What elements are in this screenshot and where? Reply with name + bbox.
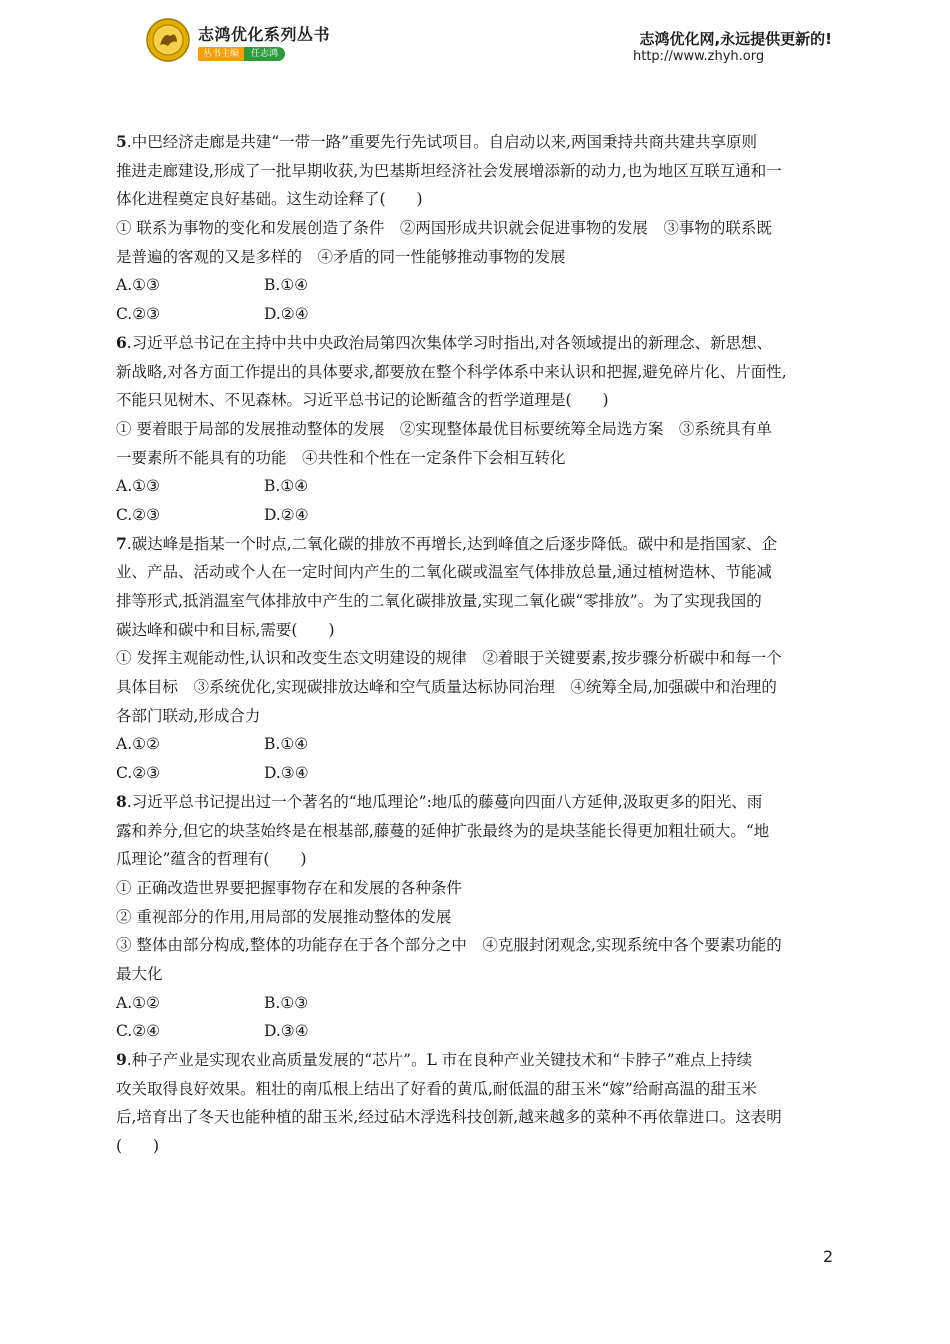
question-stem-text: .习近平总书记在主持中共中央政治局第四次集体学习时指出,对各领域提出的新理念、新思想、 bbox=[126, 333, 773, 352]
statement-line: 各部门联动,形成合力 bbox=[116, 706, 261, 725]
answer-option[interactable]: B.①③ bbox=[264, 993, 309, 1012]
question-stem-line bbox=[116, 358, 836, 387]
answer-option[interactable]: B.①④ bbox=[264, 276, 309, 295]
question-stem-line bbox=[116, 128, 836, 157]
site-url-link[interactable]: http://www.zhyh.org bbox=[633, 49, 765, 64]
series-title: 志鸿优化系列丛书 bbox=[198, 25, 331, 44]
question-stem-line bbox=[116, 386, 836, 415]
answer-option[interactable]: D.③④ bbox=[264, 764, 309, 783]
statement-line: 最大化 bbox=[116, 964, 163, 983]
statement-line: 是普遍的客观的又是多样的 ④矛盾的同一性能够推动事物的发展 bbox=[116, 247, 566, 266]
question-stem-text: 业、产品、活动或个人在一定时间内产生的二氧化碳或温室气体排放总量,通过植树造林、节能减 bbox=[116, 563, 772, 582]
question-stem-line bbox=[116, 1075, 836, 1104]
answer-option[interactable]: A.①② bbox=[116, 735, 160, 754]
statement-line: ① 正确改造世界要把握事物存在和发展的各种条件 bbox=[116, 878, 462, 897]
site-slogan: 志鸿优化网,永远提供更新的! bbox=[639, 30, 832, 48]
statement-line: ① 发挥主观能动性,认识和改变生态文明建设的规律 ②着眼于关键要素,按步骤分析碳中和每一个 bbox=[116, 649, 782, 668]
question-6 bbox=[116, 329, 836, 530]
question-stem-line bbox=[116, 157, 836, 186]
question-stem-text: ( ) bbox=[116, 1137, 160, 1156]
option-row bbox=[116, 989, 836, 1018]
question-stem-text: 新战略,对各方面工作提出的具体要求,都要放在整个科学体系中来认识和把握,避免碎片化、片面性, bbox=[116, 362, 787, 381]
statement-line: ③ 整体由部分构成,整体的功能存在于各个部分之中 ④克服封闭观念,实现系统中各个要素功能的 bbox=[116, 936, 782, 955]
question-number: 8 bbox=[116, 791, 127, 811]
question-7 bbox=[116, 530, 836, 788]
question-stem-line bbox=[116, 530, 836, 559]
question-stem-text: 排等形式,抵消温室气体排放中产生的二氧化碳排放量,实现二氧化碳“零排放”。为了实现我国的 bbox=[116, 592, 762, 610]
answer-option[interactable]: D.②④ bbox=[264, 505, 309, 524]
series-logo-icon bbox=[146, 18, 190, 62]
page-number: 2 bbox=[823, 1247, 834, 1266]
answer-option[interactable]: B.①④ bbox=[264, 735, 309, 754]
question-stem-text: 推进走廊建设,形成了一批早期收获,为巴基斯坦经济社会发展增添新的动力,也为地区互联互通和一 bbox=[116, 161, 782, 180]
question-stem-line bbox=[116, 1132, 836, 1161]
option-row bbox=[116, 271, 836, 300]
question-stem-text: 不能只见树木、不见森林。习近平总书记的论断蕴含的哲学道理是( ) bbox=[116, 391, 609, 410]
question-stem-line bbox=[116, 1046, 836, 1075]
answer-option[interactable]: C.②③ bbox=[116, 764, 161, 783]
answer-option[interactable]: B.①④ bbox=[264, 477, 309, 496]
option-row bbox=[116, 501, 836, 530]
question-number: 5 bbox=[116, 132, 127, 151]
question-stem-line bbox=[116, 1103, 836, 1132]
question-8 bbox=[116, 788, 836, 1046]
question-stem-text: .中巴经济走廊是共建“一带一路”重要先行先试项目。自启动以来,两国秉持共商共建共享原则 bbox=[126, 133, 758, 151]
option-row bbox=[116, 300, 836, 329]
question-number: 9 bbox=[116, 1050, 127, 1069]
question-stem-text: 碳达峰和碳中和目标,需要( ) bbox=[116, 620, 335, 639]
series-editor bbox=[198, 47, 285, 61]
question-stem-text: 露和养分,但它的块茎始终是在根基部,藤蔓的延伸扩张最终为的是块茎能长得更加粗壮硕大。“地 bbox=[116, 821, 770, 840]
question-stem-line bbox=[116, 817, 836, 846]
answer-option[interactable]: A.①③ bbox=[116, 276, 160, 295]
question-stem-text: .种子产业是实现农业高质量发展的“芯片”。L 市在良种产业关键技术和“卡脖子”难点上持续 bbox=[126, 1051, 753, 1069]
answer-option[interactable]: A.①③ bbox=[116, 477, 160, 496]
question-stem-line bbox=[116, 185, 836, 214]
statement-line: 一要素所不能具有的功能 ④共性和个性在一定条件下会相互转化 bbox=[116, 448, 566, 467]
question-stem-line bbox=[116, 845, 836, 874]
question-stem-text: .习近平总书记提出过一个著名的“地瓜理论”:地瓜的藤蔓向四面八方延伸,汲取更多的阳光、雨 bbox=[126, 792, 763, 811]
answer-option[interactable]: D.③④ bbox=[264, 1022, 309, 1041]
statement-line: ① 要着眼于局部的发展推动整体的发展 ②实现整体最优目标要统筹全局选方案 ③系统具有单 bbox=[116, 419, 772, 438]
page-header bbox=[0, 0, 950, 80]
editor-label: 丛书主编 bbox=[198, 47, 244, 61]
question-9 bbox=[116, 1046, 836, 1161]
question-number: 7 bbox=[116, 533, 127, 553]
question-stem-text: 瓜理论”蕴含的哲理有( ) bbox=[116, 850, 307, 869]
answer-option[interactable]: A.①② bbox=[116, 993, 160, 1012]
question-number: 6 bbox=[116, 332, 127, 352]
question-stem-line bbox=[116, 558, 836, 587]
answer-option[interactable]: C.②③ bbox=[116, 305, 161, 324]
question-stem-text: 体化进程奠定良好基础。这生动诠释了( ) bbox=[116, 190, 423, 209]
question-5 bbox=[116, 128, 836, 329]
answer-option[interactable]: C.②③ bbox=[116, 505, 161, 524]
answer-option[interactable]: C.②④ bbox=[116, 1022, 161, 1041]
question-stem-text: 攻关取得良好效果。粗壮的南瓜根上结出了好看的黄瓜,耐低温的甜玉米“嫁”给耐高温的甜玉米 bbox=[116, 1079, 757, 1098]
statement-line: ① 联系为事物的变化和发展创造了条件 ②两国形成共识就会促进事物的发展 ③事物的联系既 bbox=[116, 219, 772, 238]
statement-line: ② 重视部分的作用,用局部的发展推动整体的发展 bbox=[116, 907, 452, 926]
question-stem-line bbox=[116, 616, 836, 645]
statement-line: 具体目标 ③系统优化,实现碳排放达峰和空气质量达标协同治理 ④统筹全局,加强碳中和治理的 bbox=[116, 678, 777, 697]
question-stem-text: .碳达峰是指某一个时点,二氧化碳的排放不再增长,达到峰值之后逐步降低。碳中和是指国家、企 bbox=[126, 534, 778, 553]
question-stem-line bbox=[116, 587, 836, 616]
question-list bbox=[116, 128, 836, 1161]
question-stem-line bbox=[116, 788, 836, 817]
editor-name: 任志鸿 bbox=[244, 47, 285, 61]
option-row bbox=[116, 759, 836, 788]
question-stem-text: 后,培育出了冬天也能种植的甜玉米,经过砧木浮选科技创新,越来越多的菜种不再依靠进口。这表明 bbox=[116, 1108, 782, 1127]
option-row bbox=[116, 730, 836, 759]
option-row bbox=[116, 1017, 836, 1046]
option-row bbox=[116, 472, 836, 501]
answer-option[interactable]: D.②④ bbox=[264, 305, 309, 324]
question-stem-line bbox=[116, 329, 836, 358]
